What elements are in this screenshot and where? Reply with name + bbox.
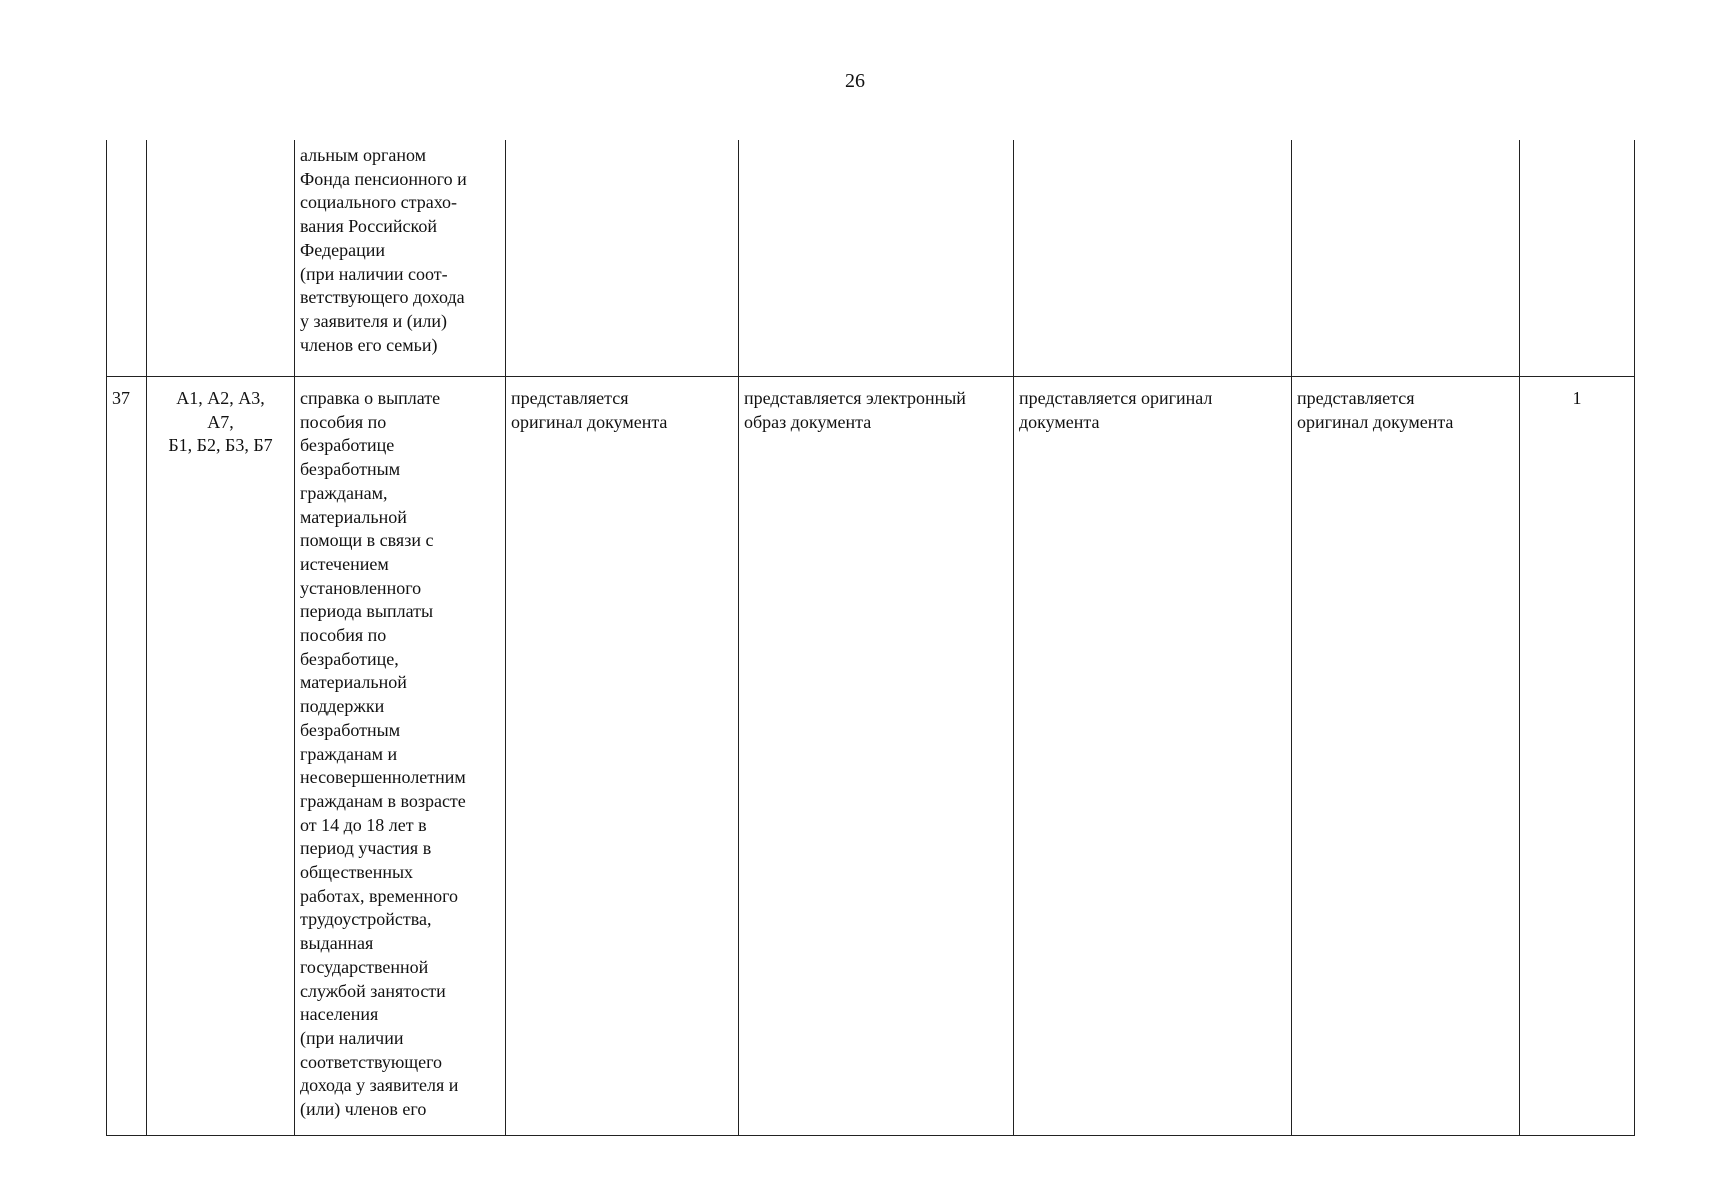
text-line: период участия в bbox=[300, 838, 432, 859]
text-line: установленного bbox=[300, 577, 422, 598]
text-line: А7, bbox=[207, 411, 234, 432]
cell-document bbox=[295, 140, 506, 377]
text-line: документа bbox=[1019, 411, 1100, 432]
text-line: безработице bbox=[300, 435, 395, 456]
text-line: соответствующего bbox=[300, 1051, 443, 1072]
text-line: населения bbox=[300, 1004, 379, 1025]
text-line: ветствующего дохода bbox=[300, 287, 465, 308]
text-line: выданная bbox=[300, 933, 374, 954]
page-number: 26 bbox=[845, 70, 865, 92]
text-line: альным органом bbox=[300, 145, 427, 165]
text-line: оригинал документа bbox=[511, 411, 668, 432]
text-line: Б1, Б2, Б3, Б7 bbox=[168, 435, 273, 456]
text-line: (при наличии соот- bbox=[300, 263, 448, 284]
cell-document bbox=[295, 377, 506, 1136]
text-line: материальной bbox=[300, 672, 407, 693]
text-line: работах, временного bbox=[300, 885, 459, 906]
table-row-37 bbox=[107, 377, 1635, 1136]
text-line: членов его семьи) bbox=[300, 334, 438, 355]
text-line: гражданам в возрасте bbox=[300, 790, 466, 811]
text-line: гражданам и bbox=[300, 743, 398, 764]
text-line: несовершеннолетним bbox=[300, 767, 466, 788]
text-line: справка о выплате bbox=[300, 388, 441, 408]
text-line: представляется bbox=[511, 388, 629, 408]
text-line: пособия по bbox=[300, 625, 387, 646]
cell-col6 bbox=[1014, 377, 1292, 1136]
text-line: представляется оригинал bbox=[1019, 388, 1213, 408]
cell-col8: 1 bbox=[1520, 377, 1635, 1136]
text-line: вания Российской bbox=[300, 216, 438, 237]
cell-categories bbox=[147, 377, 295, 1136]
text-line: гражданам, bbox=[300, 482, 388, 503]
text-line: помощи в связи с bbox=[300, 530, 434, 551]
text-line: государственной bbox=[300, 956, 429, 977]
table-row-continuation bbox=[107, 140, 1635, 377]
text-line: общественных bbox=[300, 862, 414, 883]
text-line: социального страхо- bbox=[300, 192, 458, 213]
cell-col8 bbox=[1520, 140, 1635, 377]
text-line: от 14 до 18 лет в bbox=[300, 814, 427, 835]
text-line: дохода у заявителя и bbox=[300, 1075, 459, 1096]
text-line: (при наличии bbox=[300, 1027, 404, 1048]
text-line: представляется bbox=[1297, 388, 1415, 408]
cell-col7 bbox=[1292, 140, 1520, 377]
text-line: безработным bbox=[300, 459, 401, 480]
cell-col4 bbox=[506, 140, 739, 377]
text-line: А1, А2, А3, bbox=[176, 388, 265, 408]
cell-categories bbox=[147, 140, 295, 377]
text-line: Федерации bbox=[300, 239, 386, 260]
cell-col6 bbox=[1014, 140, 1292, 377]
text-line: трудоустройства, bbox=[300, 909, 432, 930]
text-line: безработице, bbox=[300, 648, 399, 669]
text-line: истечением bbox=[300, 553, 389, 574]
text-line: поддержки bbox=[300, 696, 385, 717]
text-line: периода выплаты bbox=[300, 601, 434, 622]
documents-table bbox=[106, 140, 1635, 1136]
text-line: оригинал документа bbox=[1297, 411, 1454, 432]
text-line: Фонда пенсионного и bbox=[300, 168, 467, 189]
cell-col5 bbox=[739, 377, 1014, 1136]
cell-number: 37 bbox=[107, 377, 147, 1136]
text-line: у заявителя и (или) bbox=[300, 310, 447, 331]
cell-col5 bbox=[739, 140, 1014, 377]
text-line: службой занятости bbox=[300, 980, 446, 1001]
text-line: (или) членов его bbox=[300, 1099, 427, 1120]
text-line: представляется электронный bbox=[744, 388, 966, 408]
text-line: материальной bbox=[300, 506, 407, 527]
text-line: безработным bbox=[300, 719, 401, 740]
cell-col7 bbox=[1292, 377, 1520, 1136]
text-line: пособия по bbox=[300, 411, 387, 432]
cell-number bbox=[107, 140, 147, 377]
text-line: образ документа bbox=[744, 411, 872, 432]
cell-col4 bbox=[506, 377, 739, 1136]
